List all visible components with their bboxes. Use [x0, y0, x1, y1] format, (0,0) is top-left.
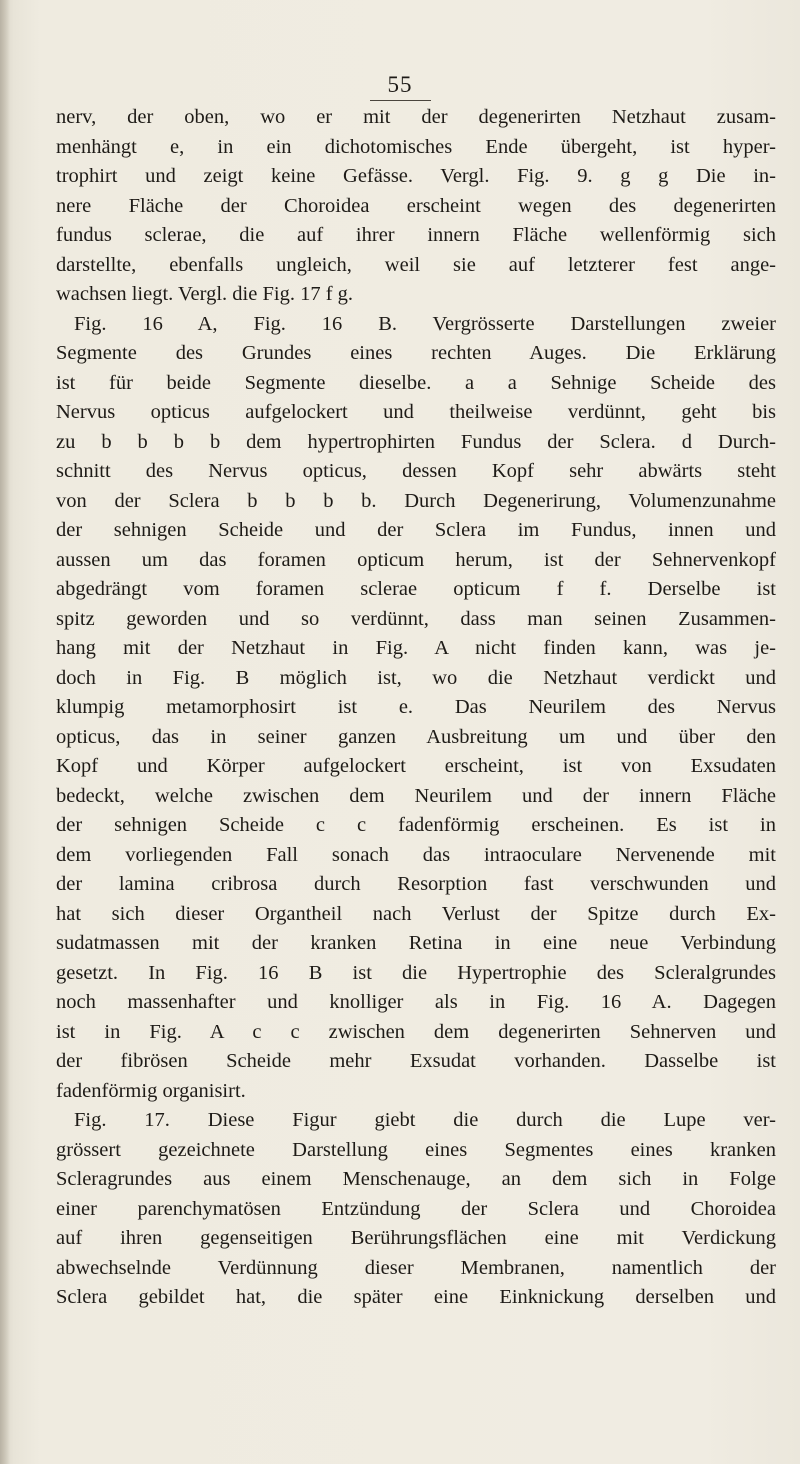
text-line: wachsen liegt. Vergl. die Fig. 17 f g. — [56, 283, 354, 305]
text-line: auf ihren gegenseitigen Berührungsflächen eine mit Verdickung — [56, 1227, 776, 1249]
page-number — [0, 72, 800, 101]
text-line: Segmente des Grundes eines rechten Auges. Die Erklärung — [56, 342, 776, 364]
text-line: ist in Fig. A c c zwischen dem degenerirten Sehnerven und — [56, 1020, 776, 1043]
text-line: Fig. 17. Diese Figur giebt die durch die Lupe ver- — [74, 1109, 776, 1131]
text-line: zu b b b b dem hypertrophirten Fundus der Sclera. d Durch- — [56, 430, 776, 453]
text-line: Kopf und Körper aufgelockert erscheint, ist von Exsudaten — [56, 755, 776, 777]
text-line: opticus, das in seiner ganzen Ausbreitung um und über den — [56, 725, 776, 748]
text-line: aussen um das foramen opticum herum, ist der Sehnervenkopf — [56, 548, 776, 571]
text-line: grössert gezeichnete Darstellung eines Segmentes eines kranken — [56, 1138, 776, 1161]
text-line: nere Fläche der Choroidea erscheint wegen des degenerirten — [56, 194, 776, 217]
text-line: schnitt des Nervus opticus, dessen Kopf sehr abwärts steht — [56, 460, 776, 482]
text-line: der lamina cribrosa durch Resorption fast verschwunden und — [56, 873, 776, 895]
text-line: darstellte, ebenfalls ungleich, weil sie auf letzterer fest ange- — [56, 253, 776, 276]
text-line: fundus sclerae, die auf ihrer innern Fläche wellenförmig sich — [56, 224, 776, 246]
text-line: einer parenchymatösen Entzündung der Sclera und Choroidea — [56, 1197, 776, 1220]
text-line: doch in Fig. B möglich ist, wo die Netzhaut verdickt und — [56, 666, 776, 689]
text-line: Fig. 16 A, Fig. 16 B. Vergrösserte Darstellungen zweier — [74, 312, 776, 335]
text-line: fadenförmig organisirt. — [56, 1079, 246, 1102]
text-line: noch massenhafter und knolliger als in Fig. 16 A. Dagegen — [56, 991, 776, 1013]
text-line: der sehnigen Scheide und der Sclera im Fundus, innen und — [56, 519, 776, 541]
body-text — [56, 103, 776, 1313]
text-line: bedeckt, welche zwischen dem Neurilem und der innern Fläche — [56, 784, 776, 807]
page-number-text: 55 — [370, 72, 431, 101]
text-line: menhängt e, in ein dichotomisches Ende übergeht, ist hyper- — [56, 135, 776, 158]
text-line: gesetzt. In Fig. 16 B ist die Hypertrophie des Scleralgrundes — [56, 961, 776, 984]
text-line: dem vorliegenden Fall sonach das intraoculare Nervenende mit — [56, 843, 776, 866]
text-line: hat sich dieser Organtheil nach Verlust der Spitze durch Ex- — [56, 902, 776, 925]
page-gutter-shadow — [0, 0, 10, 1464]
text-line: nerv, der oben, wo er mit der degenerirten Netzhaut zusam- — [56, 106, 776, 128]
text-line: der fibrösen Scheide mehr Exsudat vorhanden. Dasselbe ist — [56, 1050, 776, 1072]
text-line: Scleragrundes aus einem Menschenauge, an dem sich in Folge — [56, 1168, 776, 1190]
text-line: klumpig metamorphosirt ist e. Das Neurilem des Nervus — [56, 696, 776, 718]
text-line: abgedrängt vom foramen sclerae opticum f f. Derselbe ist — [56, 578, 776, 600]
text-line: Sclera gebildet hat, die später eine Einknickung derselben und — [56, 1286, 776, 1308]
text-line: der sehnigen Scheide c c fadenförmig erscheinen. Es ist in — [56, 814, 776, 836]
text-line: ist für beide Segmente dieselbe. a a Sehnige Scheide des — [56, 371, 776, 394]
text-line: spitz geworden und so verdünnt, dass man seinen Zusammen- — [56, 607, 776, 630]
text-line: sudatmassen mit der kranken Retina in eine neue Verbindung — [56, 932, 776, 954]
text-line: trophirt und zeigt keine Gefässe. Vergl. Fig. 9. g g Die in- — [56, 165, 776, 187]
text-line: abwechselnde Verdünnung dieser Membranen, namentlich der — [56, 1256, 776, 1279]
text-line: Nervus opticus aufgelockert und theilweise verdünnt, geht bis — [56, 401, 776, 423]
text-line: von der Sclera b b b b. Durch Degenerirung, Volumenzunahme — [56, 489, 776, 512]
text-line: hang mit der Netzhaut in Fig. A nicht finden kann, was je- — [56, 637, 776, 659]
